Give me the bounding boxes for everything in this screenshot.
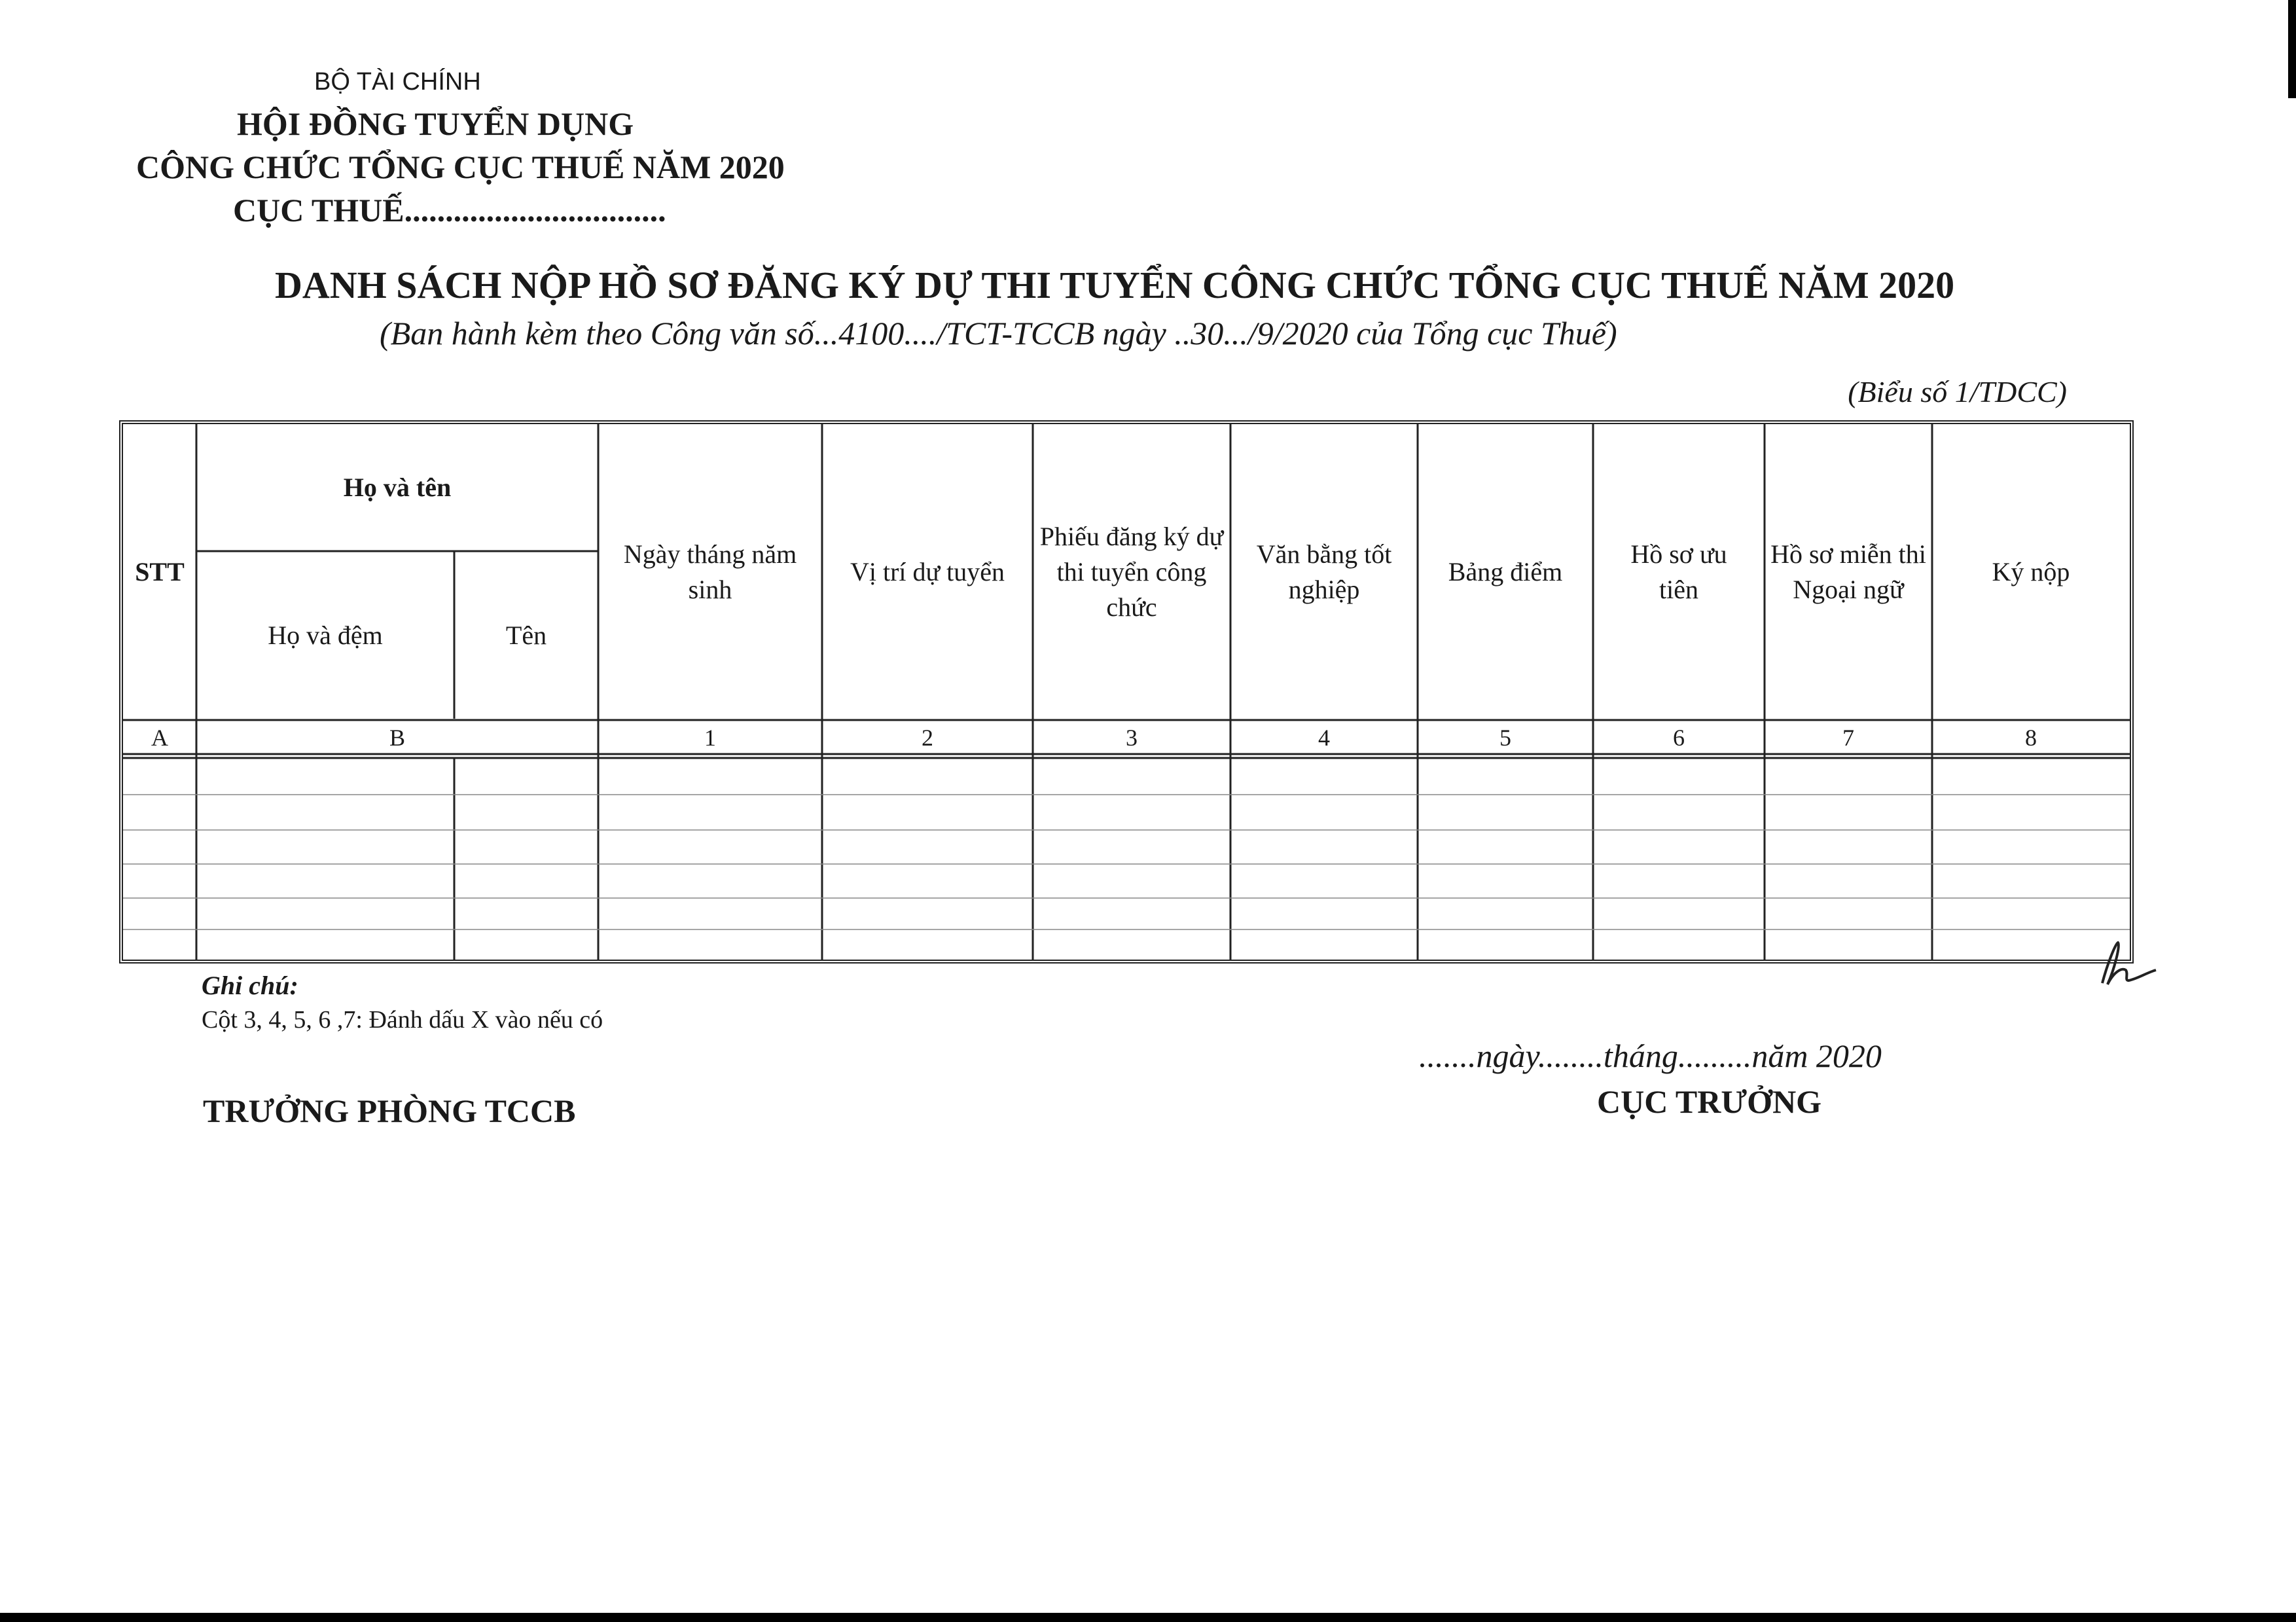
council-line-3: CỤC THUẾ................................ bbox=[233, 192, 666, 228]
column-code-b: B bbox=[389, 725, 405, 751]
header-position: Vị trí dự tuyển bbox=[850, 557, 1005, 586]
header-surname: Họ và đệm bbox=[268, 621, 383, 650]
column-code-4: 4 bbox=[1318, 725, 1330, 751]
note-text: Cột 3, 4, 5, 6 ,7: Đánh dấu X vào nếu có bbox=[202, 1006, 603, 1034]
header-stt: STT bbox=[135, 557, 185, 586]
date-line: .......ngày........tháng.........năm 2020 bbox=[1419, 1037, 1882, 1074]
header-transcript: Bảng điểm bbox=[1448, 557, 1563, 586]
document-title: DANH SÁCH NỘP HỒ SƠ ĐĂNG KÝ DỰ THI TUYỂN CÔNG CHỨC TỔNG CỤC THUẾ NĂM 2020 bbox=[275, 264, 1955, 306]
column-code-1: 1 bbox=[704, 725, 716, 751]
council-line-2: CÔNG CHỨC TỔNG CỤC THUẾ NĂM 2020 bbox=[136, 149, 785, 185]
initial-mark bbox=[2088, 937, 2160, 990]
ministry-name: BỘ TÀI CHÍNH bbox=[314, 68, 481, 96]
scan-bottom-border bbox=[0, 1613, 2296, 1622]
column-code-7: 7 bbox=[1842, 725, 1854, 751]
signature-left-title: TRƯỞNG PHÒNG TCCB bbox=[203, 1092, 576, 1129]
column-code-3: 3 bbox=[1126, 725, 1138, 751]
column-code-6: 6 bbox=[1673, 725, 1685, 751]
form-number: (Biểu số 1/TDCC) bbox=[1848, 375, 2067, 408]
header-birth-date: Ngày tháng năm sinh bbox=[623, 539, 797, 604]
document-subtitle: (Ban hành kèm theo Công văn số...4100..../TCT-TCCB ngày ..30.../9/2020 của Tổng cục Thuế) bbox=[380, 315, 1617, 351]
council-line-1: HỘI ĐỒNG TUYỂN DỤNG bbox=[237, 105, 634, 142]
signature-right-title: CỤC TRƯỞNG bbox=[1597, 1083, 1822, 1120]
column-code-2: 2 bbox=[922, 725, 933, 751]
header-given-name: Tên bbox=[505, 621, 547, 650]
scan-edge-mark bbox=[2288, 0, 2296, 98]
note-label: Ghi chú: bbox=[202, 971, 298, 1000]
column-code-8: 8 bbox=[2025, 725, 2037, 751]
registration-table bbox=[119, 420, 2134, 964]
header-registration-form: Phiếu đăng ký dự thi tuyển công chức bbox=[1039, 522, 1224, 622]
column-code-a: A bbox=[151, 725, 168, 751]
header-diploma: Văn bằng tốt nghiệp bbox=[1256, 539, 1392, 604]
header-language-exempt: Hồ sơ miễn thi Ngoại ngữ bbox=[1770, 539, 1926, 604]
header-full-name: Họ và tên bbox=[343, 473, 452, 502]
column-code-5: 5 bbox=[1499, 725, 1511, 751]
header-signature: Ký nộp bbox=[1992, 557, 2070, 586]
header-priority: Hồ sơ ưu tiên bbox=[1630, 539, 1727, 604]
